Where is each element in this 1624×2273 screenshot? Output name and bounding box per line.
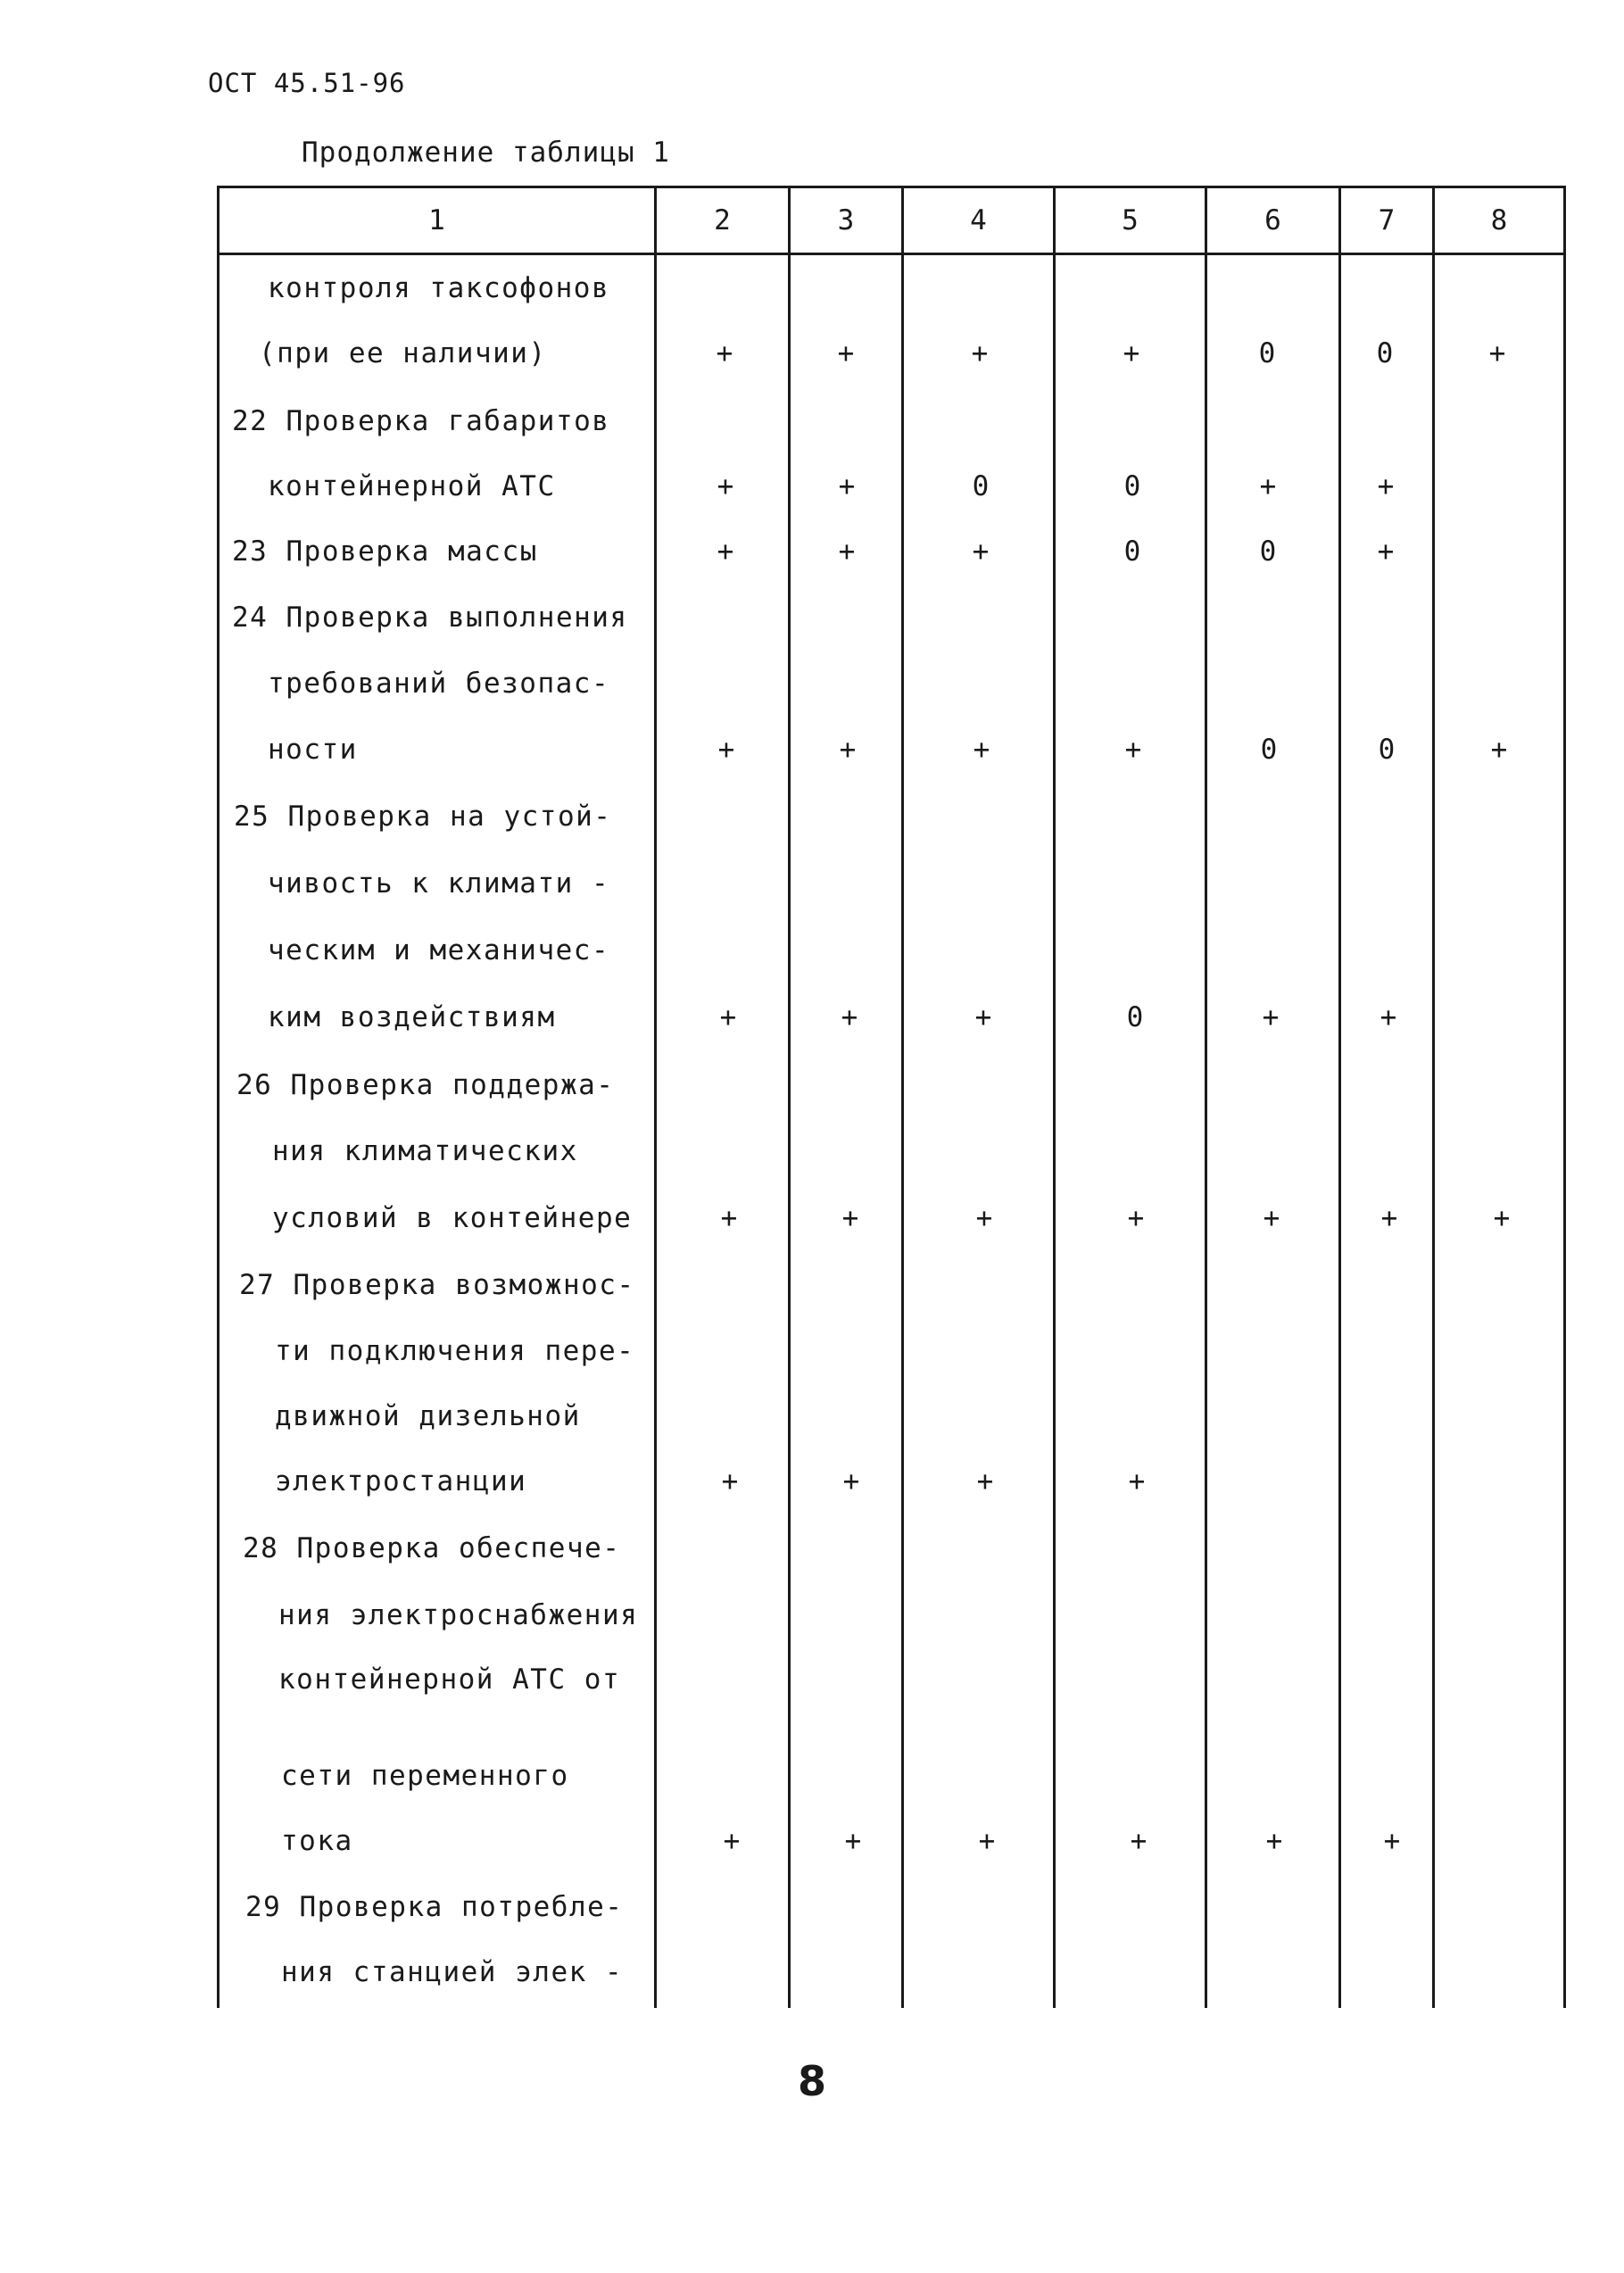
cell-mark: +: [841, 1202, 859, 1234]
cell-mark: +: [838, 535, 856, 568]
cell-mark: 0: [1258, 337, 1276, 369]
cell-mark: +: [1377, 470, 1395, 502]
table-row: [0, 1589, 1624, 1642]
table-row: [0, 1058, 1624, 1112]
column-header: 1: [428, 204, 445, 236]
cell-mark: +: [974, 1001, 992, 1033]
row-label: (при ее наличии): [259, 337, 547, 369]
table-row: [0, 1124, 1624, 1178]
column-header: 2: [714, 204, 731, 236]
row-label: 27 Проверка возможнос-: [239, 1269, 635, 1301]
cell-mark: +: [976, 1465, 994, 1497]
cell-mark: +: [844, 1825, 862, 1857]
cell-mark: +: [1127, 1202, 1145, 1234]
table-row: [0, 723, 1624, 776]
table-row: [0, 1258, 1624, 1312]
table-row: [0, 991, 1624, 1044]
cell-mark: +: [972, 535, 990, 568]
cell-mark: +: [978, 1825, 996, 1857]
cell-mark: +: [1488, 337, 1506, 369]
cell-mark: 0: [1260, 734, 1278, 766]
row-label: ния климатических: [272, 1135, 578, 1167]
row-label: контейнерной АТС от: [278, 1663, 621, 1696]
cell-mark: 0: [1259, 535, 1277, 568]
row-label: 25 Проверка на устой-: [234, 801, 612, 833]
row-label: 29 Проверка потребле-: [245, 1891, 624, 1923]
row-label: контейнерной АТС: [268, 470, 556, 502]
cell-mark: +: [842, 1465, 860, 1497]
table-row: [0, 591, 1624, 644]
row-label: 24 Проверка выполнения: [232, 601, 628, 634]
table-row: [0, 1522, 1624, 1575]
table-header-border: [217, 253, 1566, 255]
table-row: [0, 857, 1624, 910]
cell-mark: +: [717, 535, 734, 568]
column-header: 4: [970, 204, 987, 236]
page-number: 8: [797, 2057, 826, 2105]
column-header: 7: [1378, 204, 1396, 236]
row-label: 22 Проверка габаритов: [232, 405, 610, 437]
cell-mark: +: [1262, 1001, 1280, 1033]
cell-mark: +: [1493, 1202, 1511, 1234]
row-label: ческим и механичес-: [268, 934, 610, 966]
cell-mark: 0: [972, 470, 990, 502]
row-label: контроля таксофонов: [268, 272, 610, 304]
table-row: [0, 1880, 1624, 1934]
cell-mark: +: [1128, 1465, 1146, 1497]
table-row: [0, 1191, 1624, 1245]
row-label: сети переменного: [281, 1760, 569, 1792]
cell-mark: +: [971, 337, 989, 369]
cell-mark: +: [721, 1465, 739, 1497]
column-header: 6: [1264, 204, 1281, 236]
cell-mark: +: [973, 734, 990, 766]
cell-mark: +: [1490, 734, 1508, 766]
row-label: ти подключения пере-: [275, 1335, 635, 1367]
cell-mark: +: [717, 734, 735, 766]
row-label: тока: [281, 1825, 353, 1857]
row-label: чивость к климати -: [268, 867, 610, 900]
cell-mark: +: [723, 1825, 741, 1857]
table-row: [0, 790, 1624, 843]
cell-mark: +: [720, 1202, 738, 1234]
row-label: условий в контейнере: [272, 1202, 633, 1234]
row-label: ким воздействиям: [268, 1001, 556, 1033]
cell-mark: +: [719, 1001, 737, 1033]
table-row: [0, 657, 1624, 710]
cell-mark: +: [1380, 1001, 1397, 1033]
table-row: [0, 525, 1624, 578]
row-label: ния станцией элек -: [281, 1956, 624, 1988]
cell-mark: +: [838, 470, 856, 502]
cell-mark: 0: [1126, 1001, 1144, 1033]
row-label: 23 Проверка массы: [232, 535, 538, 568]
row-label: 28 Проверка обеспече-: [243, 1532, 621, 1564]
row-label: электростанции: [275, 1465, 527, 1497]
table-caption: Продолжение таблицы 1: [302, 137, 670, 169]
cell-mark: +: [1383, 1825, 1401, 1857]
document-code: ОСТ 45.51-96: [208, 68, 406, 98]
cell-mark: 0: [1123, 470, 1141, 502]
cell-mark: +: [716, 337, 733, 369]
table-row: [0, 460, 1624, 513]
table-row: [0, 1749, 1624, 1803]
table-row: [0, 1390, 1624, 1443]
table-row: [0, 394, 1624, 448]
table-row: [0, 327, 1624, 380]
table-row: [0, 1945, 1624, 1999]
cell-mark: +: [839, 734, 857, 766]
cell-mark: +: [975, 1202, 993, 1234]
cell-mark: +: [1263, 1202, 1280, 1234]
cell-mark: +: [1124, 734, 1142, 766]
row-label: движной дизельной: [275, 1400, 581, 1432]
row-label: 26 Проверка поддержа-: [236, 1069, 615, 1101]
table-row: [0, 1455, 1624, 1508]
row-label: ности: [268, 734, 358, 766]
row-label: требований безопас-: [268, 668, 610, 700]
table-row: [0, 1324, 1624, 1378]
cell-mark: 0: [1376, 337, 1394, 369]
table-top-border: [217, 186, 1566, 188]
cell-mark: +: [1130, 1825, 1148, 1857]
row-label: ния электроснабжения: [278, 1599, 639, 1631]
cell-mark: +: [841, 1001, 858, 1033]
cell-mark: +: [1380, 1202, 1398, 1234]
table-row: [0, 1814, 1624, 1868]
cell-mark: 0: [1378, 734, 1396, 766]
table-row: [0, 924, 1624, 977]
column-header: 5: [1122, 204, 1139, 236]
column-header: 8: [1490, 204, 1508, 236]
table-row: [0, 261, 1624, 315]
cell-mark: +: [1259, 470, 1277, 502]
cell-mark: +: [1123, 337, 1140, 369]
cell-mark: 0: [1123, 535, 1141, 568]
cell-mark: +: [1265, 1825, 1283, 1857]
column-header: 3: [837, 204, 855, 236]
cell-mark: +: [1377, 535, 1395, 568]
table-row: [0, 1653, 1624, 1706]
cell-mark: +: [717, 470, 734, 502]
cell-mark: +: [837, 337, 855, 369]
